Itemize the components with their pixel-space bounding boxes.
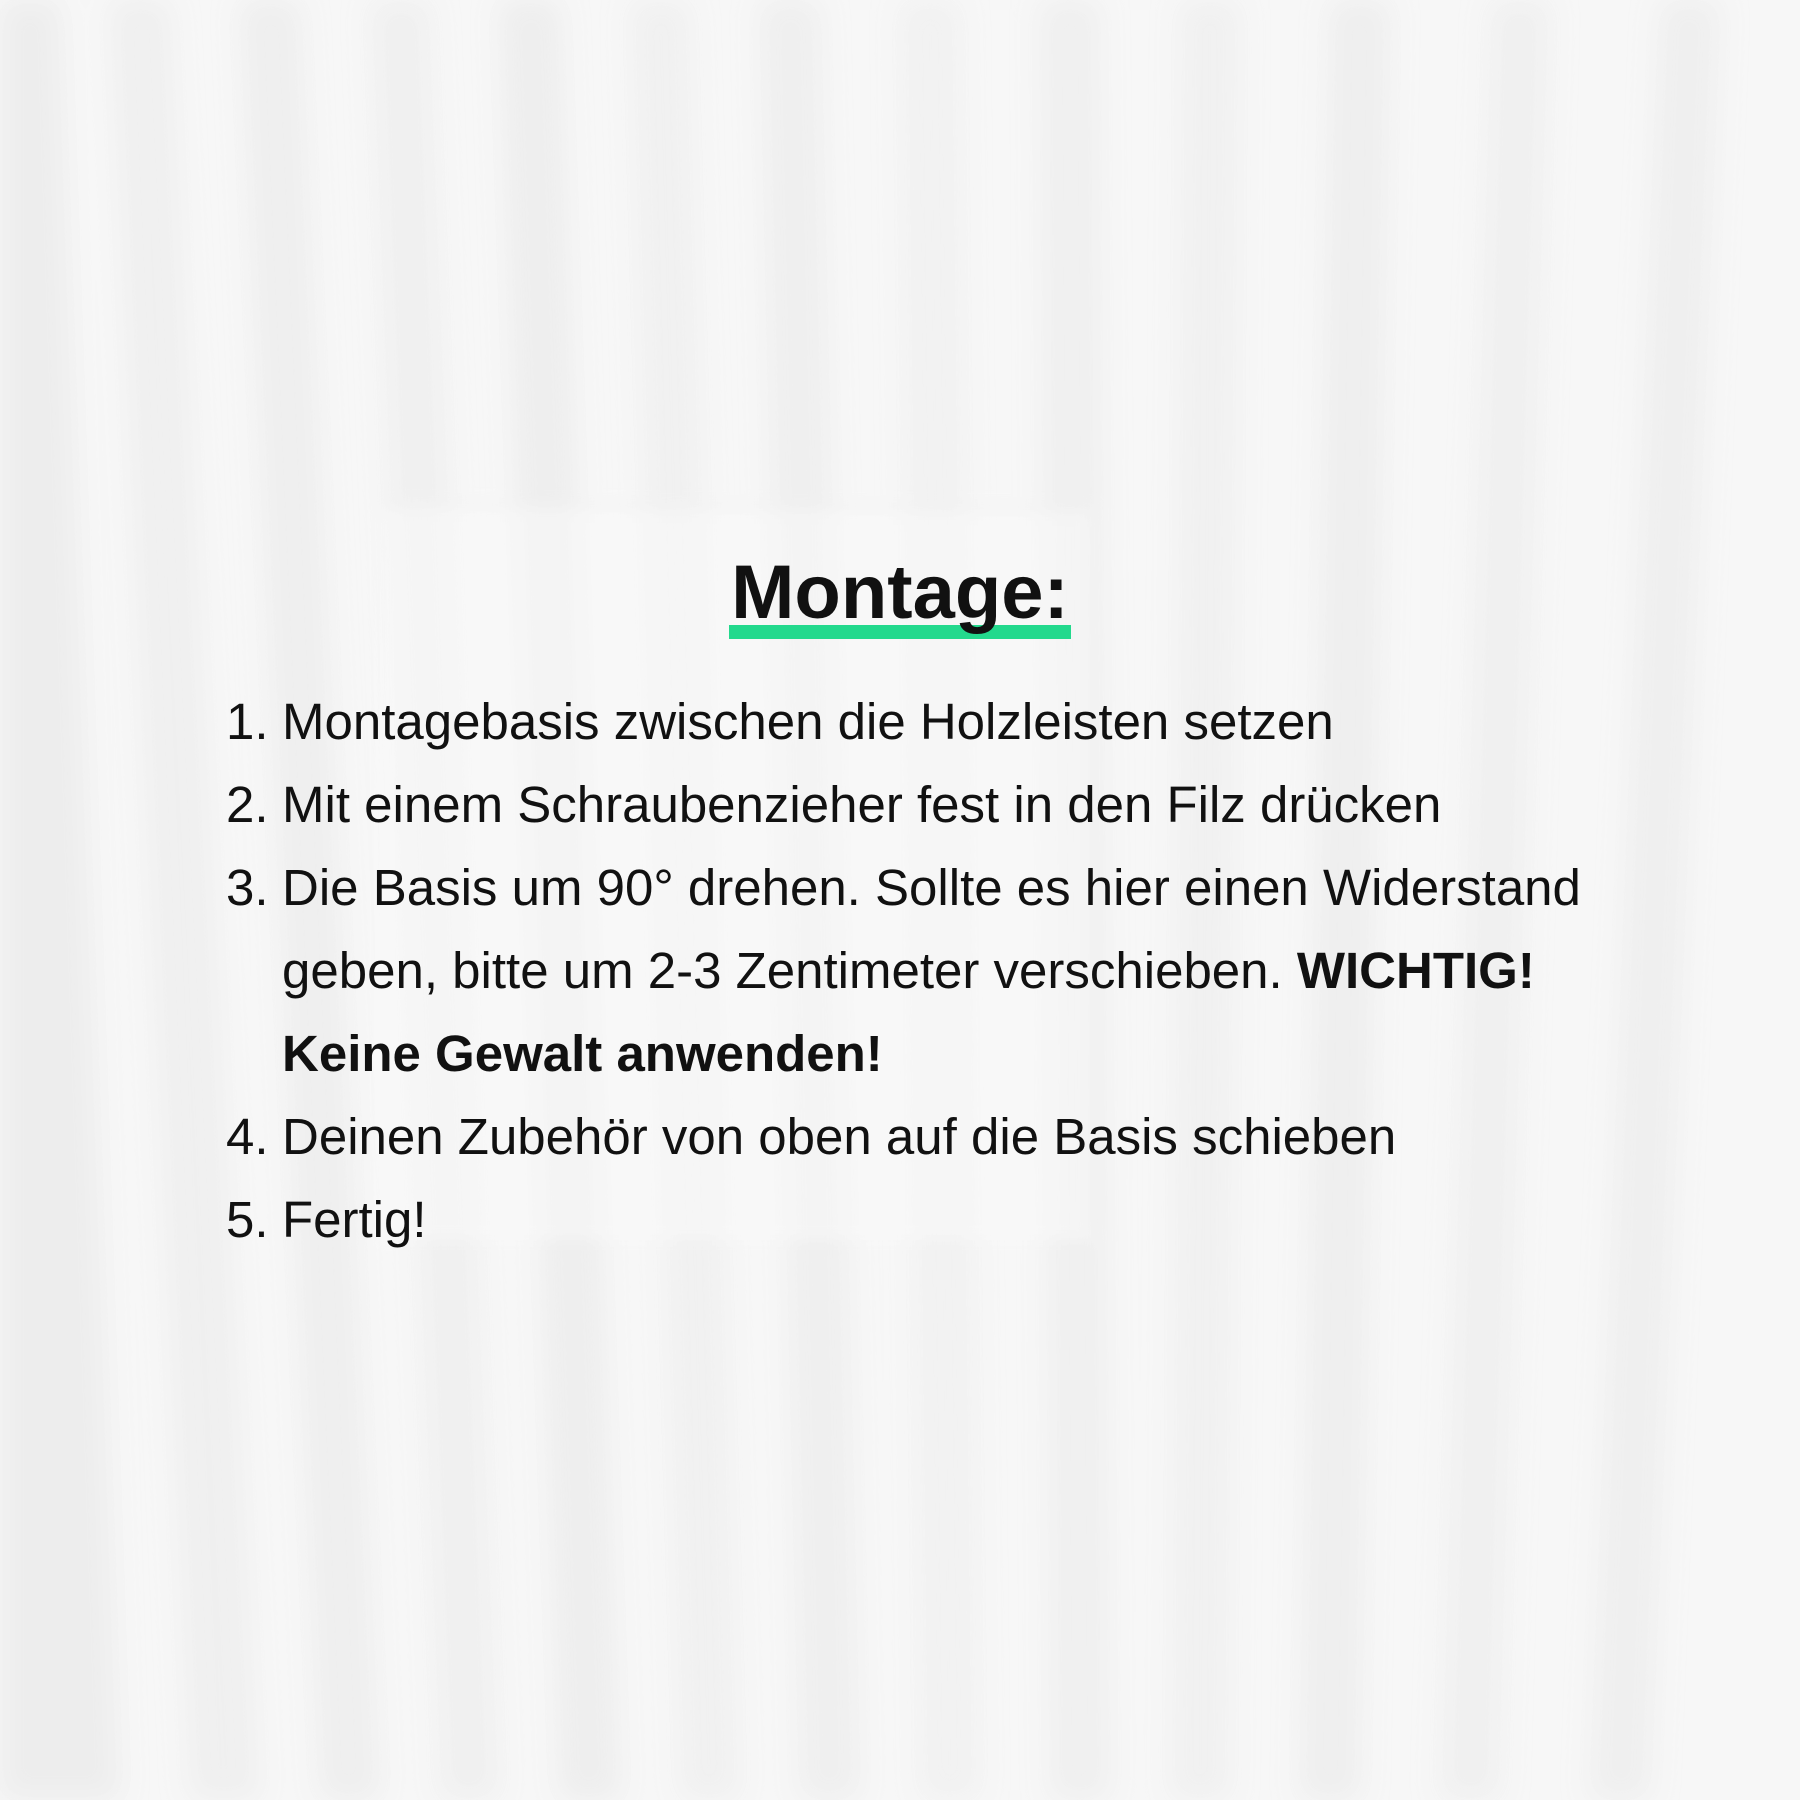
title-container bbox=[0, 550, 1800, 635]
list-item bbox=[226, 763, 1646, 846]
list-item bbox=[226, 1095, 1646, 1178]
page-title-text: Montage: bbox=[731, 550, 1069, 635]
step-text: Fertig! bbox=[282, 1191, 427, 1248]
step-number: 3. bbox=[226, 859, 269, 916]
step-text: Montagebasis zwischen die Holzleisten setzen bbox=[282, 693, 1334, 750]
steps-list bbox=[226, 680, 1646, 1261]
step-text-container bbox=[282, 859, 1581, 1082]
list-item bbox=[226, 1178, 1646, 1261]
step-number: 1. bbox=[226, 693, 269, 750]
step-text: Die Basis um 90° drehen. Sollte es hier einen Widerstand geben, bitte um 2-3 Zentimeter verschieben. bbox=[282, 859, 1581, 999]
list-item bbox=[226, 846, 1646, 1095]
warning-text: WICHTIG! Keine Gewalt anwenden! bbox=[282, 942, 1535, 1082]
page-title bbox=[731, 550, 1069, 635]
step-text: Deinen Zubehör von oben auf die Basis schieben bbox=[282, 1108, 1397, 1165]
list-item bbox=[226, 680, 1646, 763]
step-number: 4. bbox=[226, 1108, 269, 1165]
step-text: Mit einem Schraubenzieher fest in den Filz drücken bbox=[282, 776, 1442, 833]
step-number: 5. bbox=[226, 1191, 269, 1248]
step-number: 2. bbox=[226, 776, 269, 833]
